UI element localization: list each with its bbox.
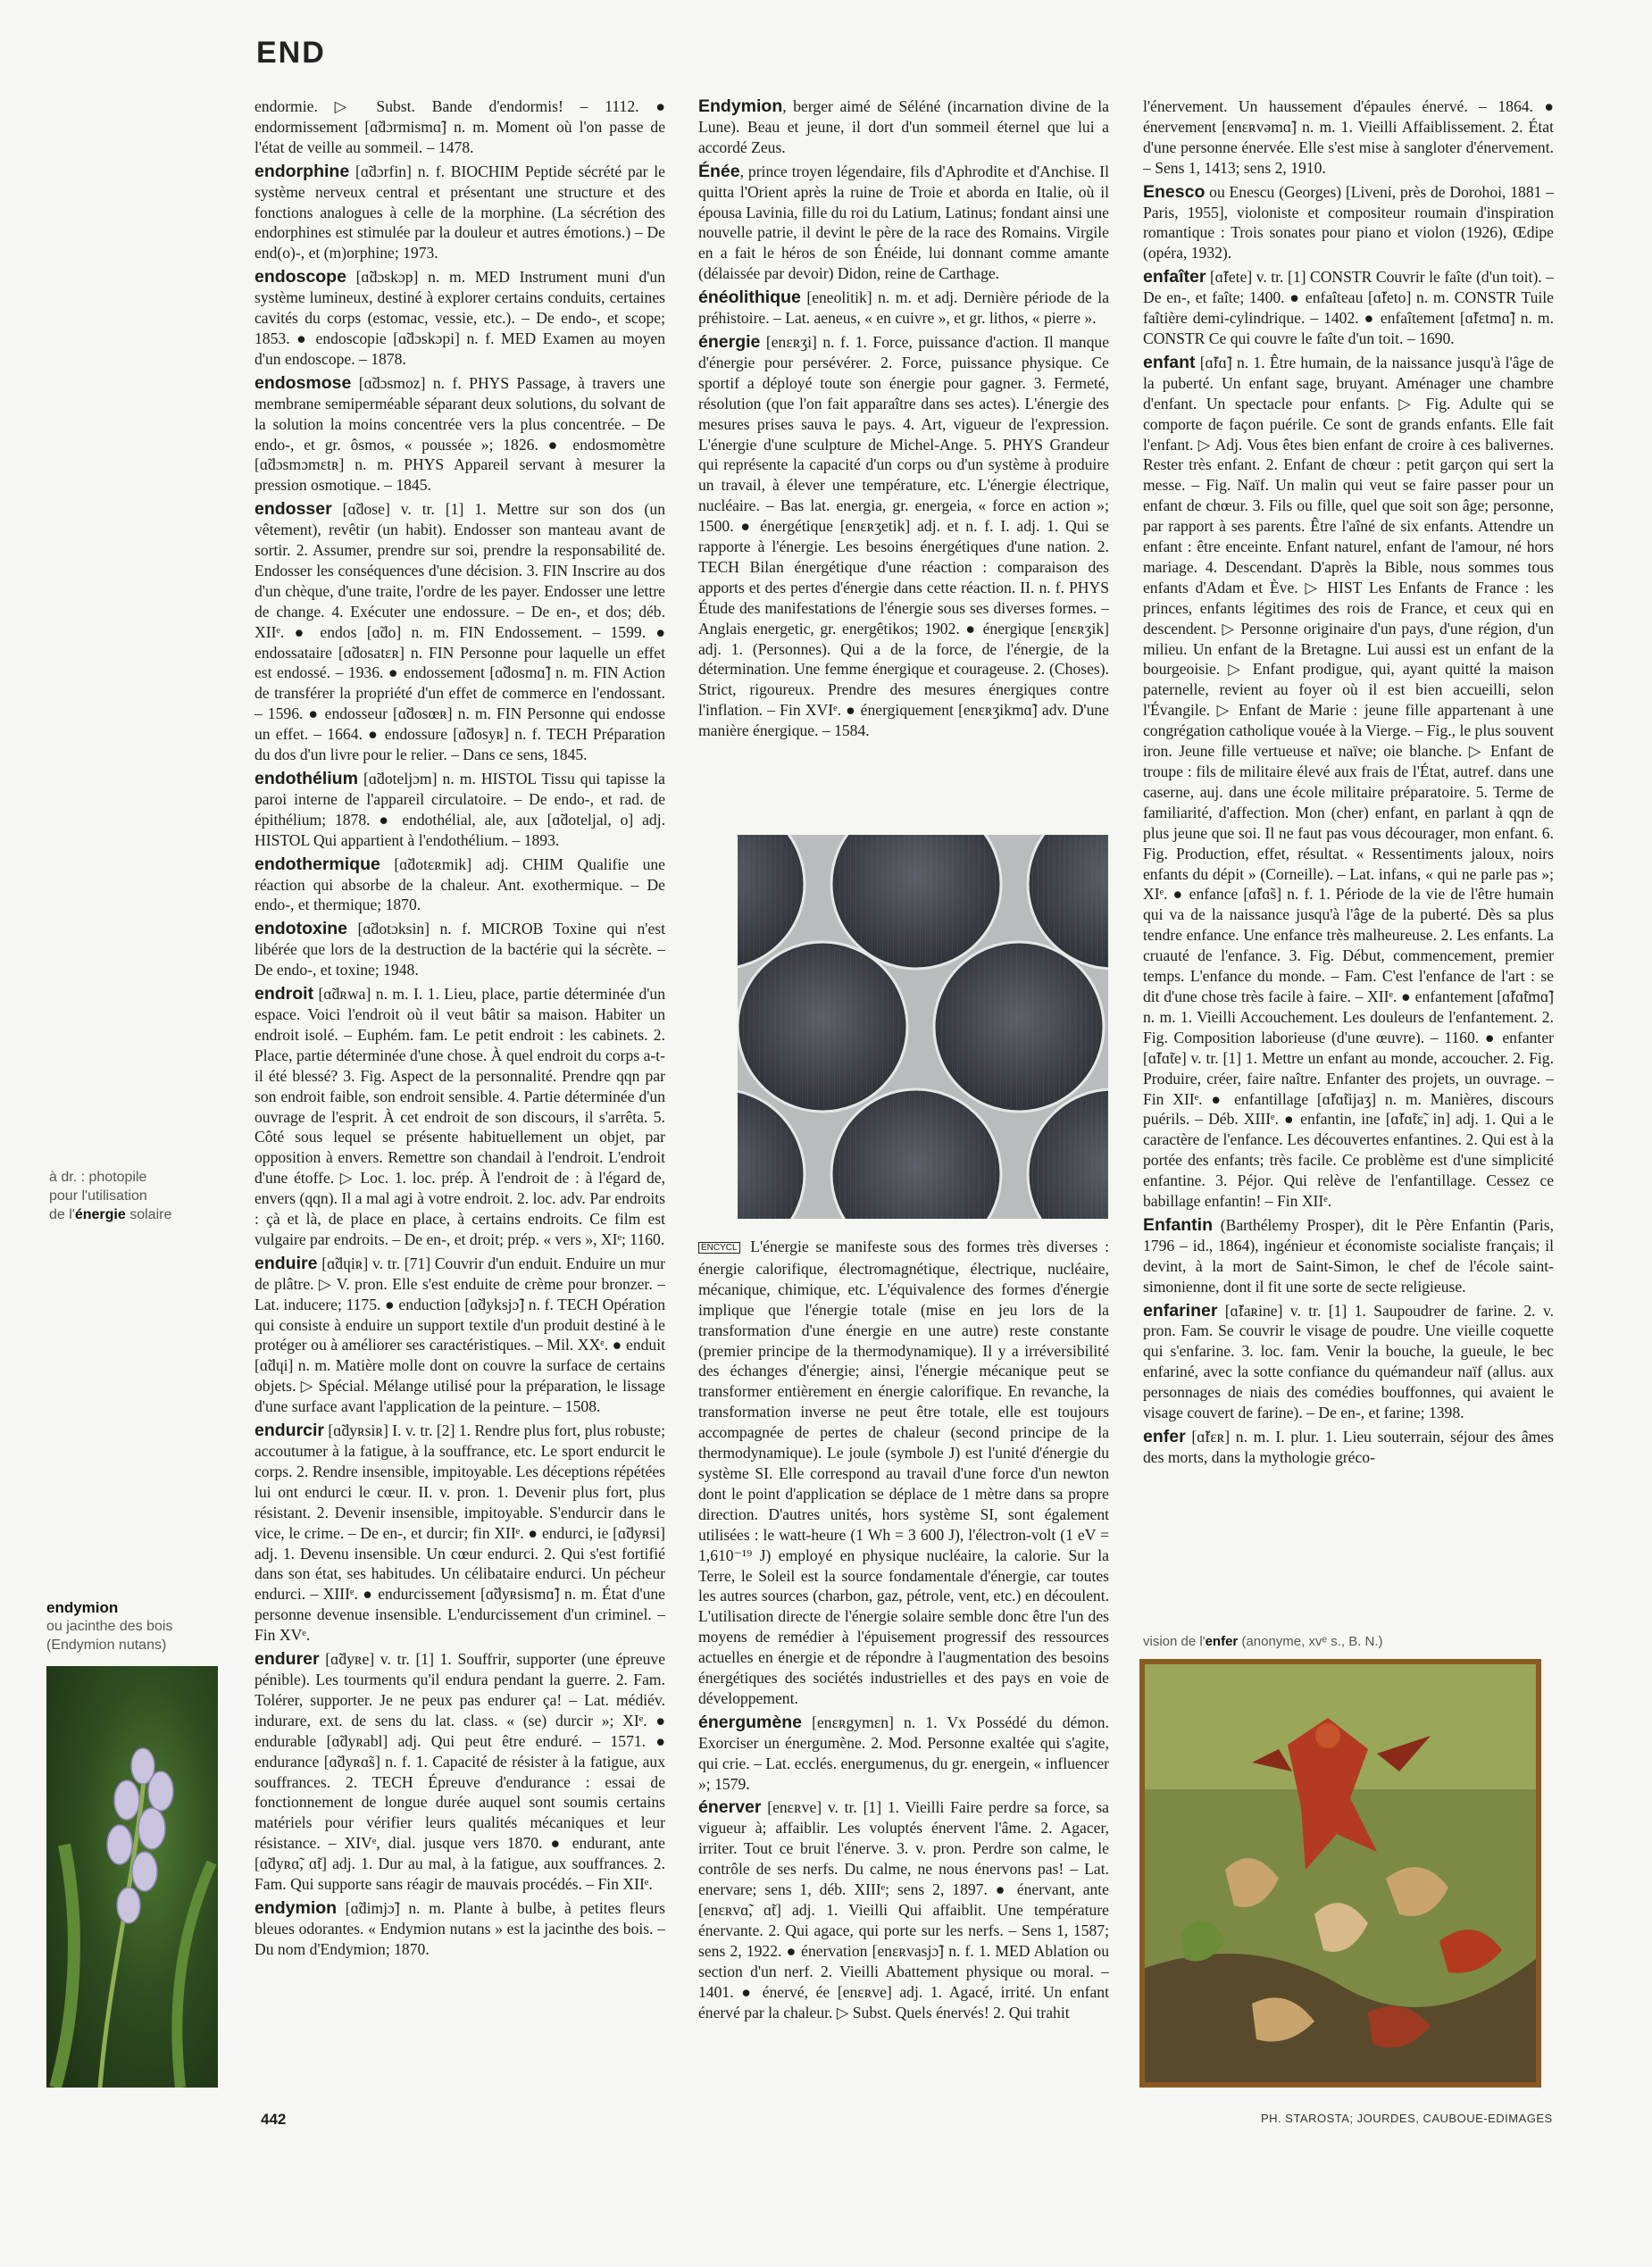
encyclopedia-badge: ENCYCL — [698, 1242, 740, 1254]
entry-text: [ɑ̃fɑ̃] n. 1. Être humain, de la naissance jusqu'à l'âge de la puberté. Un enfant sage, bruyant. Aménager une chambre d'enfant. Un spectacle pour enfants. ▷ Fig. Adulte qui se comporte de façon puérile. Ce sont de grands enfants. Elle fait l'enfant. ▷ Adj. Vous êtes bien enfant de croire à ces balivernes. Rester très enfant. 2. Enfant de chœur : petit garçon qui sert la messe. – Fig. Naïf. Un malin qui veut se faire passer pour un enfant de chœur. 3. Fils ou fille, quel que soit son âge; personne, par rapport à ses parents. Être l'aîné de six enfants. Attendre un enfant : être enceinte. Enfant naturel, enfant de l'amour, né hors mariage. 4. Descendant. D'après la Bible, nous sommes tous enfants d'Adam et Ève. ▷ HIST Les Enfants de France : les princes, enfants légitimes des rois de France, et ceux qui en descendent. ▷ Personne originaire d'un pays, d'une région, d'un milieu. Un enfant de la Bretagne. Lui aussi est un enfant de la bourgeoisie. ▷ Enfant prodigue, qui, ayant quitté la maison paternelle, revient au foyer où il est bien accueilli, selon l'Évangile. ▷ Enfant de Marie : jeune fille appartenant à une congrégation catholique vouée à la Vierge. – Fig., le plus souvent iron. Jeune fille vertueuse et naïve; oie blanche. ▷ Enfant de troupe : fils de militaire élevé aux frais de l'État, autref. dans une caserne, auj. dans une école militaire préparatoire. 5. Terme de familiarité, d'affection. Mon (cher) enfant, en parlant à qqn de plus jeune que soi. Il ne faut pas vous décourager, mon enfant. 6. Fig. Production, effet, résultat. « Ressentiments jaloux, noirs enfants du dépit » (Corneille). – Lat. infans, « qui ne parle pas »; XIᵉ. ● enfance [ɑ̃fɑ̃s] n. f. 1. Période de la vie de l'être humain qui va de la naissance jusqu'à l'âge de la puberté. Dès sa plus tendre enfance. Une enfance très malheureuse. 2. Les enfants. La cruauté de l'enfance. 3. Fig. Début, commencement, premier temps. L'enfance du monde. – Fam. C'est l'enfance de l'art : se dit d'une chose très facile à faire. – XIIᵉ. ● enfantement [ɑ̃fɑ̃tmɑ̃] n. m. 1. Vieilli Accouchement. Les douleurs de l'enfantement. 2. Fig. Composition laborieuse (d'une œuvre). – 1160. ● enfanter [ɑ̃fɑ̃te] v. tr. [1] 1. Mettre un enfant au monde, accoucher. 2. Fig. Produire, créer, faire naître. Enfanter des projets, un ouvrage. – Fin XIIᵉ. ● enfantillage [ɑ̃fɑ̃tijaʒ] n. m. Manières, discours puérils. – Déb. XIIIᵉ. ● enfantin, ine [ɑ̃fɑ̃tɛ̃, in] adj. 1. Qui a le caractère de l'enfance. Les découvertes enfantines. 2. Qui est à la portée des enfants; très facile. Ce problème est d'une simplicité enfantine. 3. Péjor. Qui relève de l'enfantillage. Cessez ce babillage enfantin! – Fin XIIᵉ. — [1143, 353, 1554, 1211]
entry-text: [eneolitik] n. m. et adj. Dernière période de la préhistoire. – Lat. aeneus, « en cuivre », et gr. lithos, « pierre ». — [698, 288, 1109, 328]
headword: enfaîter — [1143, 267, 1206, 288]
entry-text: [ɑ̃fete] v. tr. [1] CONSTR Couvrir le faîte (d'un toit). – De en-, et faîte; 1400. ● enfaîteau [ɑ̃feto] n. m. CONSTR Tuile faîtière demi-cylindrique. – 1402. ● enfaîtement [ɑ̃fɛtmɑ̃] n. m. CONSTR Ce qui couvre le faîte d'un toit. – 1690. — [1143, 268, 1554, 347]
headword: énergie — [698, 331, 761, 352]
enfer-image-caption — [1143, 1632, 1554, 1651]
dictionary-entry — [254, 162, 665, 264]
bluebell-flower-photo — [46, 1666, 218, 2088]
entry-text: [ɑ̃dotɔksin] n. f. MICROB Toxine qui n'est libérée que lors de la destruction de la bactérie qui la sécrète. – De endo-, et toxine; 1948. — [254, 920, 665, 979]
dictionary-entry — [254, 373, 665, 496]
page-number: 442 — [261, 2111, 287, 2128]
headword: endothermique — [254, 854, 380, 874]
column-2 — [698, 96, 1109, 821]
caption-text: vision de l' — [1143, 1634, 1206, 1649]
headword: endymion — [254, 1897, 338, 1918]
entry-text: [ɑ̃dyʀsiʀ] I. v. tr. [2] 1. Rendre plus fort, plus robuste; accoutumer à la fatigue, à la souffrance, etc. Le sport endurcit le corps. 2. Rendre insensible, impitoyable. Les déceptions répétées lui ont endurci le cœur. II. v. pron. 1. Devenir plus fort, plus résistant. 2. Devenir insensible, impitoyable. S'endurcir dans le vice, le crime. – De en-, et durcir; fin XIIᵉ. ● endurci, ie [ɑ̃dyʀsi] adj. 1. Devenu insensible. Un cœur endurci. 2. Qui s'est fortifié dans son état, ses habitudes. Un célibataire endurci. Un pécheur endurci. – XIIIᵉ. ● endurcissement [ɑ̃dyʀsismɑ̃] n. m. État d'une personne devenue insensible. L'endurcissement d'un criminel. – Fin XVᵉ. — [254, 1421, 665, 1645]
entry-text: , berger aimé de Séléné (incarnation divine de la Lune). Beau et jeune, il dort d'un sommeil éternel que lui a accordé Zeus. — [698, 97, 1109, 156]
dictionary-entry — [698, 288, 1109, 329]
dictionary-entry — [254, 919, 665, 980]
photo-credit: PH. STAROSTA; JOURDES, CAUBOUE-EDIMAGES — [1261, 2112, 1553, 2125]
caption-highlight: énergie — [74, 1207, 126, 1222]
entry-text: [ɑ̃dɔsmoz] n. f. PHYS Passage, à travers une membrane semiperméable séparant deux solutions, du solvant de la solution la moins concentrée vers la plus concentrée. – De endo-, et gr. ôsmos, « poussée »; 1826. ● endosmomètre [ɑ̃dɔsmɔmɛtʀ] n. m. PHYS Appareil servant à mesurer la pression osmotique. – 1845. — [254, 373, 665, 495]
entry-text: [ɑ̃dʀwa] n. m. I. 1. Lieu, place, partie déterminée d'un espace. Voici l'endroit où il veut bâtir sa maison. Habiter un endroit isolé. – Euphém. fam. Le petit endroit : les cabinets. 2. Place, partie déterminée d'une chose. À quel endroit du corps a-t-il été blessé? 3. Fig. Aspect de la personnalité. Prendre qqn par son endroit faible, son endroit sensible. 4. Partie déterminée d'un ouvrage de l'esprit. À cet endroit de son discours, il s'arrêta. 5. Côté sous lequel se présente habituellement un objet, par opposition à envers. Remettre son chandail à l'endroit. L'endroit d'une étoffe. ▷ Loc. 1. loc. prép. À l'endroit de : à l'égard de, envers (qqn). Il a mal agi à votre endroit. 2. loc. adv. Par endroits : çà et là, de place en place, à certains endroits. Ce film est vulgaire par endroits. – De en-, et droit; prép. « vers », XIᵉ; 1160. — [254, 985, 665, 1248]
dictionary-entry — [254, 984, 665, 1250]
headword: enduire — [254, 1253, 318, 1273]
dictionary-entry — [254, 769, 665, 851]
dictionary-entry — [698, 1237, 1109, 1709]
headword: énéolithique — [698, 288, 801, 308]
headword: enfer — [1143, 1427, 1186, 1446]
caption-title: endymion — [46, 1599, 119, 1616]
entry-text: [enɛʀve] v. tr. [1] 1. Vieilli Faire perdre sa force, sa vigueur à; affaiblir. Les voluptés énervent l'âme. 2. Agacer, irriter. Tout ce bruit l'énerve. 3. v. pron. Perdre son calme, le contrôle de ses nerfs. Du calme, ne nous énervons pas! – Lat. enervare; sens 1, déb. XIIIᵉ; sens 2, 1897. ● énervant, ante [enɛʀvɑ̃, ɑ̃t] adj. 1. Vieilli Qui affaiblit. Une température énervante. 2. Qui agace, qui porte sur les nerfs. – Sens 1, 1587; sens 2, 1922. ● énervation [enɛʀvasjɔ̃] n. f. 1. MED Ablation ou section d'un nerf. 2. Vieilli Abattement physique ou moral. – 1401. ● énervé, ée [enɛʀve] adj. 1. Agacé, irrité. Un enfant énervé par la chaleur. ▷ Subst. Quels énervés! 2. Qui trahit — [698, 1798, 1109, 2021]
entry-text: [ɑ̃faʀine] v. tr. [1] 1. Saupoudrer de farine. 2. v. pron. Fam. Se couvrir le visage de poudre. Une vieille coquette qui s'enfarine. 3. loc. fam. Venir la bouche, la gueule, le bec enfariné, avec la sotte confiance du quémandeur naïf (allus. aux personnages de niais des comédies bouffonnes, qui avaient le visage couvert de farine). – De en-, et farine; 1398. — [1143, 1301, 1554, 1422]
caption-text: solaire — [125, 1207, 172, 1222]
dictionary-entry — [254, 1254, 665, 1417]
headword: Enesco — [1143, 181, 1206, 202]
dictionary-entry — [698, 162, 1109, 284]
headword: énerver — [698, 1797, 762, 1818]
dictionary-entry — [1143, 96, 1554, 179]
dictionary-entry — [698, 96, 1109, 158]
dictionary-entry — [1143, 1215, 1554, 1297]
endymion-photo-caption — [46, 1598, 225, 1654]
entry-text: [ɑ̃dyʀe] v. tr. [1] 1. Souffrir, supporter (une épreuve pénible). Les tourments qu'il endura pendant la guerre. 2. Fam. Tolérer, supporter. Je ne peux pas endurer ça! – Lat. médiév. indurare, ext. de sens du lat. class. « (se) durcir »; XIᵉ. ● endurable [ɑ̃dyʀabl] adj. Qui peut être enduré. – 1571. ● endurance [ɑ̃dyʀɑ̃s] n. f. 1. Capacité de résister à la fatigue, aux souffrances. 2. TECH Épreuve d'endurance : essai de fonctionnement de longue durée auquel sont soumis certains matériels pour vérifier leurs qualités mécaniques et leur résistance. – XIVᵉ, dial. jusque vers 1870. ● endurant, ante [ɑ̃dyʀɑ̃, ɑ̃t] adj. 1. Dur au mal, à la fatigue, aux souffrances. 2. Fam. Qui supporte sans réagir de mauvais procédés. – Fin XIIᵉ. — [254, 1650, 665, 1894]
entry-text: [ɑ̃dɔrfin] n. f. BIOCHIM Peptide sécrété par le système nerveux central et présentant une structure et des fonctions analogues à celle de la morphine. (La sécrétion des endorphines est stimulée par la douleur et autres émotions.) – De end(o)-, et (m)orphine; 1973. — [254, 162, 665, 263]
entry-text: , prince troyen légendaire, fils d'Aphrodite et d'Anchise. Il quitta l'Orient après la ruine de Troie et aborda en Italie, où il épousa Lavinia, fille du roi du Latium, Latinus; fondant ainsi une nouvelle patrie, il devint le père de la race des Romains. Virgile en a fait le héros de son Énéide, lui donnant comme amante (délaissée par devoir) Didon, reine de Carthage. — [698, 162, 1109, 283]
entry-text: [ɑ̃dɔskɔp] n. m. MED Instrument muni d'un système lumineux, destiné à explorer certains conduits, certaines cavités du corps (estomac, vessie, etc.). – De endo-, et scope; 1853. ● endoscopie [ɑ̃dɔskɔpi] n. f. MED Examen au moyen d'un endoscope. – 1878. — [254, 268, 665, 368]
entry-text: l'énervement. Un haussement d'épaules énervé. – 1864. ● énervement [enɛʀvəmɑ̃] n. m. 1. Vieilli Affaiblissement. 2. État d'une personne énervée. Elle s'est mise à sangloter d'énervement. – Sens 1, 1413; sens 2, 1910. — [1143, 97, 1554, 177]
entry-text: [ɑ̃dimjɔ̃] n. m. Plante à bulbe, à petites fleurs bleues odorantes. « Endymion nutans » est la jacinthe des bois. – Du nom d'Endymion; 1870. — [254, 1898, 665, 1958]
headword: endosser — [254, 499, 332, 520]
entry-text: [ɑ̃dɥiʀ] v. tr. [71] Couvrir d'un enduit. Enduire un mur de plâtre. ▷ V. pron. Elle s'est enduite de crème pour bronzer. – Lat. inducere; 1175. ● enduction [ɑ̃dyksjɔ̃] n. f. TECH Opération qui consiste à enduire un support textile d'un produit destiné à le protéger ou à améliorer ses caractéristiques. – Mil. XXᵉ. ● enduit [ɑ̃dɥi] n. m. Matière molle dont on couvre la surface de certains objets. ▷ Spécial. Mélange utilisé pour la préparation, le lissage d'une surface avant l'application de la peinture. – 1508. — [254, 1254, 665, 1416]
entry-text: endormie. ▷ Subst. Bande d'endormis! – 1112. ● endormissement [ɑ̃dɔrmismɑ̃] n. m. Moment où l'on passe de l'état de veille au sommeil. – 1478. — [254, 97, 665, 156]
headword: Enfantin — [1143, 1214, 1213, 1235]
dictionary-entry — [254, 267, 665, 370]
entry-text: [ɑ̃dose] v. tr. [1] 1. Mettre sur son dos (un vêtement), revêtir (un habit). Endosser son manteau avant de sortir. 2. Assumer, prendre sur soi, prendre la responsabilité de. Endosser les conséquences d'une décision. 3. FIN Inscrire au dos d'un chèque, d'une traite, l'ordre de les payer. Endosser une lettre de change. 4. Exécuter une endossure. – De en-, et dos; déb. XIIᵉ. ● endos [ɑ̃do] n. m. FIN Endossement. – 1599. ● endossataire [ɑ̃dosatɛʀ] n. FIN Personne pour laquelle un effet est endossé. – 1936. ● endossement [ɑ̃dosmɑ̃] n. m. FIN Action de transférer la propriété d'un effet de commerce en l'endossant. – 1596. ● endosseur [ɑ̃dosœʀ] n. m. FIN Personne qui endosse un effet. – 1664. ● endossure [ɑ̃dosyʀ] n. f. TECH Préparation du dos d'un livre pour le relier. – Dans ce sens, 1845. — [254, 500, 665, 764]
solar-cell-photo — [738, 835, 1108, 1219]
headword: enfant — [1143, 352, 1196, 372]
dictionary-entry — [1143, 267, 1554, 349]
headword: endroit — [254, 984, 314, 1004]
medieval-hell-painting — [1139, 1659, 1541, 2088]
dictionary-entry — [254, 1421, 665, 1646]
caption-highlight: enfer — [1205, 1634, 1239, 1649]
entry-text: [enɛʀʒi] n. f. 1. Force, puissance d'action. Il manque d'énergie pour persévérer. 2. Force, puissance physique. Ce sportif a déployé toute son énergie pour gagner. 3. Fermeté, résolution (que l'on fait apparaître dans ses actes). L'énergie des mesures prises sauva le pays. 4. Art, vigueur de l'expression. L'énergie d'une sculpture de Michel-Ange. 5. PHYS Grandeur qui représente la capacité d'un corps ou d'un système à produire un travail, à élever une température, etc. L'énergie électrique, nucléaire. – Bas lat. energia, gr. energeia, « force en action »; 1500. ● énergétique [enɛʀʒetik] adj. et n. f. I. adj. 1. Qui se rapporte à l'énergie. Les besoins énergétiques d'une nation. 2. TECH Bilan énergétique d'une réaction : comparaison des apports et des pertes d'énergie dans cette réaction. II. n. f. PHYS Étude des manifestations de l'énergie sous ses diverses formes. – Anglais energetic, gr. energêtikos; 1902. ● énergique [enɛʀʒik] adj. 1. (Personnes). Qui a de la force, de l'énergie, de la détermination. Une femme énergique et courageuse. 2. (Choses). Strict, rigoureux. Prendre des mesures énergiques contre l'inflation. – Fin XVIᵉ. ● énergiquement [enɛʀʒikmɑ̃] adv. D'une manière énergique. – 1584. — [698, 332, 1109, 740]
dictionary-entry — [1143, 1301, 1554, 1423]
entry-text: [ɑ̃doteljɔm] n. m. HISTOL Tissu qui tapisse la paroi interne de l'appareil circulatoire. – De endo-, et rad. de épithélium; 1878. ● endothélial, ale, aux [ɑ̃doteljal, o] adj. HISTOL Qui appartient à l'endothélium. – 1893. — [254, 770, 665, 849]
entry-text: [enɛʀgymɛn] n. 1. Vx Possédé du démon. Exorciser un énergumène. 2. Mod. Personne exaltée qui s'agite, qui crie. – Lat. ecclés. energumenus, du gr. energein, « influencer »; 1579. — [698, 1713, 1109, 1793]
entry-text: [ɑ̃fɛʀ] n. m. I. plur. 1. Lieu souterrain, séjour des âmes des morts, dans la mythologie gréco- — [1143, 1428, 1554, 1466]
caption-line: (Endymion nutans) — [46, 1638, 167, 1653]
headword: Énée — [698, 161, 740, 181]
entry-text: [ɑ̃dotɛʀmik] adj. CHIM Qualifie une réaction qui absorbe de la chaleur. Ant. exothermique. – De endo-, et thermique; 1870. — [254, 854, 665, 914]
headword: endosmose — [254, 372, 352, 393]
entry-text: (Barthélemy Prosper), dit le Père Enfantin (Paris, 1796 – id., 1864), ingénieur et économiste socialiste français; il devint, à la mort de Saint-Simon, le chef de l'école saint-simonienne, dont il fit une sorte de secte religieuse. — [1143, 1215, 1554, 1296]
dictionary-entry — [698, 1713, 1109, 1795]
column-3 — [1143, 96, 1554, 1632]
headword: enfariner — [1143, 1300, 1218, 1321]
solar-cell-grid — [938, 946, 1100, 1108]
caption-text: de l' — [49, 1207, 75, 1222]
dictionary-entry — [1143, 182, 1554, 264]
dictionary-entry — [698, 332, 1109, 741]
dictionary-entry — [1143, 353, 1554, 1212]
caption-line: à dr. : photopile — [49, 1170, 147, 1185]
solar-cell-grid — [741, 946, 904, 1108]
headword: endurer — [254, 1649, 320, 1670]
dictionary-entry — [254, 854, 665, 916]
caption-line: ou jacinthe des bois — [46, 1619, 173, 1634]
dictionary-entry — [254, 499, 665, 765]
entry-text: L'énergie se manifeste sous des formes très diverses : énergie calorifique, électromagnétique, électrique, nucléaire, mécanique, chimique, etc. L'équivalence des formes d'énergie implique que l'énergie totale (mise en jeu lors de la transformation d'une énergie en une autre) reste constante (premier principe de la thermodynamique). Il y a irréversibilité des échanges d'énergie; ainsi, l'énergie mécanique peut se transformer entièrement en énergie calorifique. En revanche, la transformation inverse ne peut être totale, elle est toujours accompagnée de pertes de chaleur (second principe de la thermodynamique). Le joule (symbole J) est l'unité d'énergie du système SI. Elle correspond au travail d'une force d'un newton dont le point d'application se déplace de 1 mètre dans sa propre direction. D'autres unités, hors système SI, sont également utilisées : le watt-heure (1 Wh = 3 600 J), l'électron-volt (1 eV = 1,610⁻¹⁹ J) employé en physique nucléaire, la calorie. Sur la Terre, le Soleil est la source fondamentale d'énergie, car toutes les autres sources (charbon, gaz, pétrole, vent, etc.) en découlent. L'utilisation directe de l'énergie solaire semble donc être l'un des moyens de remédier à l'épuisement progressif des ressources actuelles en énergie et de répondre à l'augmentation des besoins énergétiques des sociétés industrielles et des pays en voie de développement. — [698, 1238, 1109, 1707]
headword: endorphine — [254, 161, 350, 181]
headword: endurcir — [254, 1421, 325, 1441]
column-2-lower — [698, 1237, 1109, 2098]
dictionary-entry — [254, 1649, 665, 1895]
headword: Endymion — [698, 96, 783, 116]
entry-text: ou Enescu (Georges) [Liveni, près de Dorohoi, 1881 – Paris, 1955], violoniste et compositeur roumain d'inspiration romantique : Trois sonates pour piano et violon (1926), Œdipe (opéra, 1932). — [1143, 182, 1554, 263]
caption-text: (anonyme, xvᵉ s., B. N.) — [1238, 1634, 1383, 1649]
caption-line — [49, 1205, 228, 1224]
dictionary-entry — [254, 96, 665, 158]
headword: énergumène — [698, 1712, 802, 1732]
solar-photo-caption — [49, 1168, 228, 1224]
headword: endoscope — [254, 267, 346, 288]
headword: endothélium — [254, 769, 358, 788]
dictionary-entry — [1143, 1427, 1554, 1468]
column-1 — [254, 96, 665, 2096]
headword: endotoxine — [254, 919, 348, 939]
page-running-head: END — [256, 36, 326, 70]
dictionary-entry — [254, 1898, 665, 1960]
dictionary-entry — [698, 1797, 1109, 2022]
caption-line: pour l'utilisation — [49, 1188, 147, 1204]
